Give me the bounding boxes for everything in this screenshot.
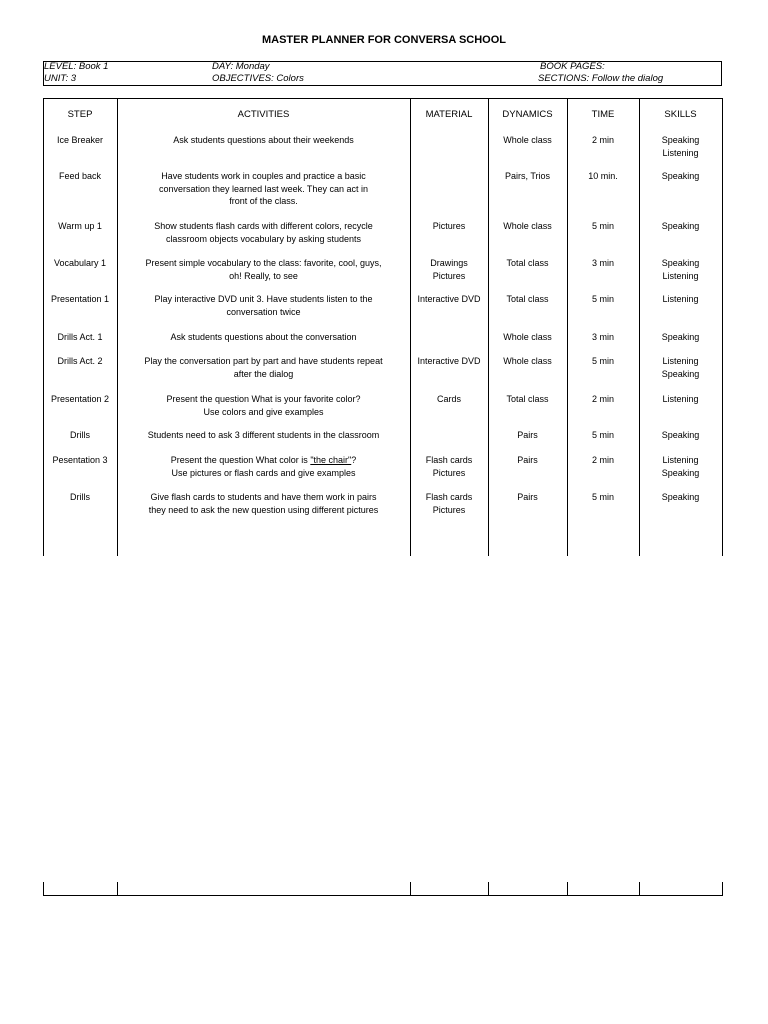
table-cell xyxy=(567,134,639,147)
page-title: MASTER PLANNER FOR CONVERSA SCHOOL xyxy=(261,34,507,46)
table-cell xyxy=(567,393,639,406)
cell-line: Give flash cards to students and have them work in pairs xyxy=(150,492,377,502)
cell-line: 5 min xyxy=(591,294,614,304)
cell-line: Speaking xyxy=(661,171,700,181)
table-cell xyxy=(43,331,117,344)
table-cell xyxy=(410,293,488,306)
table-cell xyxy=(43,134,117,147)
cell-line: Speaking xyxy=(661,332,700,342)
cell-line: Interactive DVD xyxy=(417,356,481,366)
cell-line: Drawings xyxy=(430,258,468,268)
table-cell xyxy=(639,393,722,406)
cell-line: 3 min xyxy=(591,258,614,268)
column-header: SKILLS xyxy=(664,109,697,120)
cell-line: Pesentation 3 xyxy=(52,455,108,465)
table-cell xyxy=(567,257,639,270)
cell-line: classroom objects vocabulary by asking students xyxy=(165,233,362,244)
cell-line: Presentation 2 xyxy=(50,394,110,404)
cell-line: Show students flash cards with different colors, recycle xyxy=(154,221,373,231)
cell-line: Present the question What color is "the chair"? xyxy=(170,455,357,465)
table-cell xyxy=(117,170,410,208)
cell-line: Listening xyxy=(662,356,699,366)
cell-line: Total class xyxy=(506,294,549,304)
cell-line: Ice Breaker xyxy=(56,135,104,145)
table-cell xyxy=(117,454,410,479)
column-divider xyxy=(117,882,118,896)
cell-line: Speaking xyxy=(661,221,700,231)
table-cell xyxy=(43,355,117,368)
cell-line: they need to ask the new question using different pictures xyxy=(148,504,379,515)
column-divider xyxy=(722,882,723,896)
cell-line: Whole class xyxy=(503,332,552,342)
cell-line: Present simple vocabulary to the class: favorite, cool, guys, xyxy=(145,258,382,268)
cell-line: Listening xyxy=(662,294,699,304)
table-cell xyxy=(488,257,567,270)
cell-line: conversation they learned last week. They can act in xyxy=(159,183,368,194)
cell-line: Pairs xyxy=(517,430,538,440)
table-cell xyxy=(117,393,410,418)
cell-line: 5 min xyxy=(591,221,614,231)
table-cell xyxy=(567,331,639,344)
table-cell xyxy=(488,454,567,467)
table-cell xyxy=(567,454,639,467)
table-cell xyxy=(410,355,488,368)
cell-line: Presentation 1 xyxy=(50,294,110,304)
cell-line: Pictures xyxy=(432,504,466,515)
cell-line: Flash cards xyxy=(425,492,473,502)
column-divider xyxy=(43,882,44,896)
cell-line: Speaking xyxy=(661,492,700,502)
cell-line: Drills Act. 2 xyxy=(57,356,103,366)
sections-label: SECTIONS: Follow the dialog xyxy=(538,73,664,84)
cell-line: Listening xyxy=(662,147,699,158)
cell-line: 5 min xyxy=(591,356,614,366)
column-header: MATERIAL xyxy=(425,109,473,120)
table-cell xyxy=(488,134,567,147)
table-cell xyxy=(43,170,117,183)
cell-line: Drills xyxy=(70,492,90,502)
cell-line: Flash cards xyxy=(425,455,473,465)
column-divider xyxy=(410,882,411,896)
column-header: STEP xyxy=(67,109,93,120)
underlined-text: "the chair" xyxy=(310,455,352,465)
cell-line: Pictures xyxy=(432,270,466,281)
cell-line: 10 min. xyxy=(588,171,618,181)
cell-line: Play the conversation part by part and have students repeat xyxy=(144,356,383,366)
cell-line: Speaking xyxy=(661,430,700,440)
cell-line: Listening xyxy=(662,270,699,281)
table-cell xyxy=(117,491,410,516)
column-divider xyxy=(488,98,489,556)
level-label: LEVEL: Book 1 xyxy=(44,61,109,72)
table-cell xyxy=(488,220,567,233)
table-cell xyxy=(117,293,410,318)
cell-line: Vocabulary 1 xyxy=(53,258,107,268)
cell-line: Ask students questions about their weekends xyxy=(173,135,354,145)
table-cell xyxy=(410,454,488,479)
table-cell xyxy=(639,491,722,504)
cell-line: conversation twice xyxy=(226,306,301,317)
column-divider xyxy=(639,882,640,896)
table-cell xyxy=(639,134,722,159)
column-divider xyxy=(567,98,568,556)
objectives-label: OBJECTIVES: Colors xyxy=(212,73,304,84)
table-cell xyxy=(117,355,410,380)
table-cell xyxy=(639,257,722,282)
cell-line: Speaking xyxy=(661,258,700,268)
book-pages-label: BOOK PAGES: xyxy=(540,61,605,72)
table-cell xyxy=(410,393,488,406)
table-cell xyxy=(567,355,639,368)
cell-line: after the dialog xyxy=(233,368,294,379)
table-cell xyxy=(567,429,639,442)
cell-line: Listening xyxy=(662,455,699,465)
day-label: DAY: Monday xyxy=(212,61,270,72)
cell-line: Use pictures or flash cards and give examples xyxy=(171,467,356,478)
column-header: DYNAMICS xyxy=(502,109,553,120)
column-divider xyxy=(567,882,568,896)
cell-line: 3 min xyxy=(591,332,614,342)
cell-line: Have students work in couples and practice a basic xyxy=(161,171,366,181)
column-divider xyxy=(639,98,640,556)
cell-line: Total class xyxy=(506,394,549,404)
table-cell xyxy=(488,293,567,306)
table-cell xyxy=(117,257,410,282)
cell-line: 2 min xyxy=(591,455,614,465)
table-cell xyxy=(639,355,722,380)
cell-line: Speaking xyxy=(661,467,700,478)
cell-line: Speaking xyxy=(661,368,700,379)
table-cell xyxy=(639,220,722,233)
cell-line: Use colors and give examples xyxy=(203,406,324,417)
cell-line: Pictures xyxy=(432,467,466,478)
table-cell xyxy=(410,257,488,282)
cell-line: Ask students questions about the conversation xyxy=(170,332,357,342)
table-cell xyxy=(488,331,567,344)
cell-line: Pairs, Trios xyxy=(504,171,550,181)
table-bottom-border xyxy=(43,895,723,896)
table-cell xyxy=(639,293,722,306)
table-cell xyxy=(43,491,117,504)
cell-line: Drills Act. 1 xyxy=(57,332,103,342)
cell-line: Whole class xyxy=(503,356,552,366)
cell-line: 2 min xyxy=(591,394,614,404)
table-cell xyxy=(639,429,722,442)
table-cell xyxy=(488,429,567,442)
cell-line: oh! Really, to see xyxy=(229,270,298,281)
cell-line: Listening xyxy=(662,394,699,404)
unit-label: UNIT: 3 xyxy=(44,73,77,84)
table-cell xyxy=(639,170,722,183)
column-divider xyxy=(722,98,723,556)
cell-line: Students need to ask 3 different students in the classroom xyxy=(147,430,380,440)
cell-line: Whole class xyxy=(503,221,552,231)
table-cell xyxy=(410,220,488,233)
table-cell xyxy=(488,491,567,504)
column-header: TIME xyxy=(591,109,615,120)
table-cell xyxy=(117,331,410,344)
cell-line: Cards xyxy=(436,394,461,404)
table-cell xyxy=(488,393,567,406)
table-cell xyxy=(117,429,410,442)
table-cell xyxy=(567,170,639,183)
cell-line: Total class xyxy=(506,258,549,268)
table-cell xyxy=(43,429,117,442)
table-cell xyxy=(488,355,567,368)
cell-line: Pairs xyxy=(517,455,538,465)
table-cell xyxy=(567,220,639,233)
column-divider xyxy=(117,98,118,556)
table-top-border xyxy=(43,98,723,99)
cell-line: Pictures xyxy=(432,221,466,231)
table-cell xyxy=(639,454,722,479)
table-cell xyxy=(43,293,117,306)
table-cell xyxy=(43,220,117,233)
column-divider xyxy=(488,882,489,896)
cell-line: 2 min xyxy=(591,135,614,145)
cell-line: front of the class. xyxy=(229,196,298,206)
table-cell xyxy=(117,134,410,147)
cell-line: Present the question What is your favorite color? xyxy=(166,394,361,404)
table-cell xyxy=(410,491,488,516)
cell-line: Whole class xyxy=(503,135,552,145)
cell-line: Pairs xyxy=(517,492,538,502)
table-cell xyxy=(488,170,567,183)
cell-line: Warm up 1 xyxy=(58,221,102,231)
column-divider xyxy=(410,98,411,556)
column-header: ACTIVITIES xyxy=(237,109,290,120)
table-cell xyxy=(117,220,410,245)
table-cell xyxy=(43,393,117,406)
cell-line: 5 min xyxy=(591,492,614,502)
cell-line: Drills xyxy=(70,430,90,440)
table-cell xyxy=(43,454,117,467)
table-cell xyxy=(43,257,117,270)
column-divider xyxy=(43,98,44,556)
table-cell xyxy=(567,293,639,306)
cell-line: Speaking xyxy=(661,135,700,145)
cell-line: Interactive DVD xyxy=(417,294,481,304)
table-cell xyxy=(639,331,722,344)
table-cell xyxy=(567,491,639,504)
cell-line: Feed back xyxy=(58,171,102,181)
cell-line: Play interactive DVD unit 3. Have students listen to the xyxy=(154,294,373,304)
cell-line: 5 min xyxy=(591,430,614,440)
